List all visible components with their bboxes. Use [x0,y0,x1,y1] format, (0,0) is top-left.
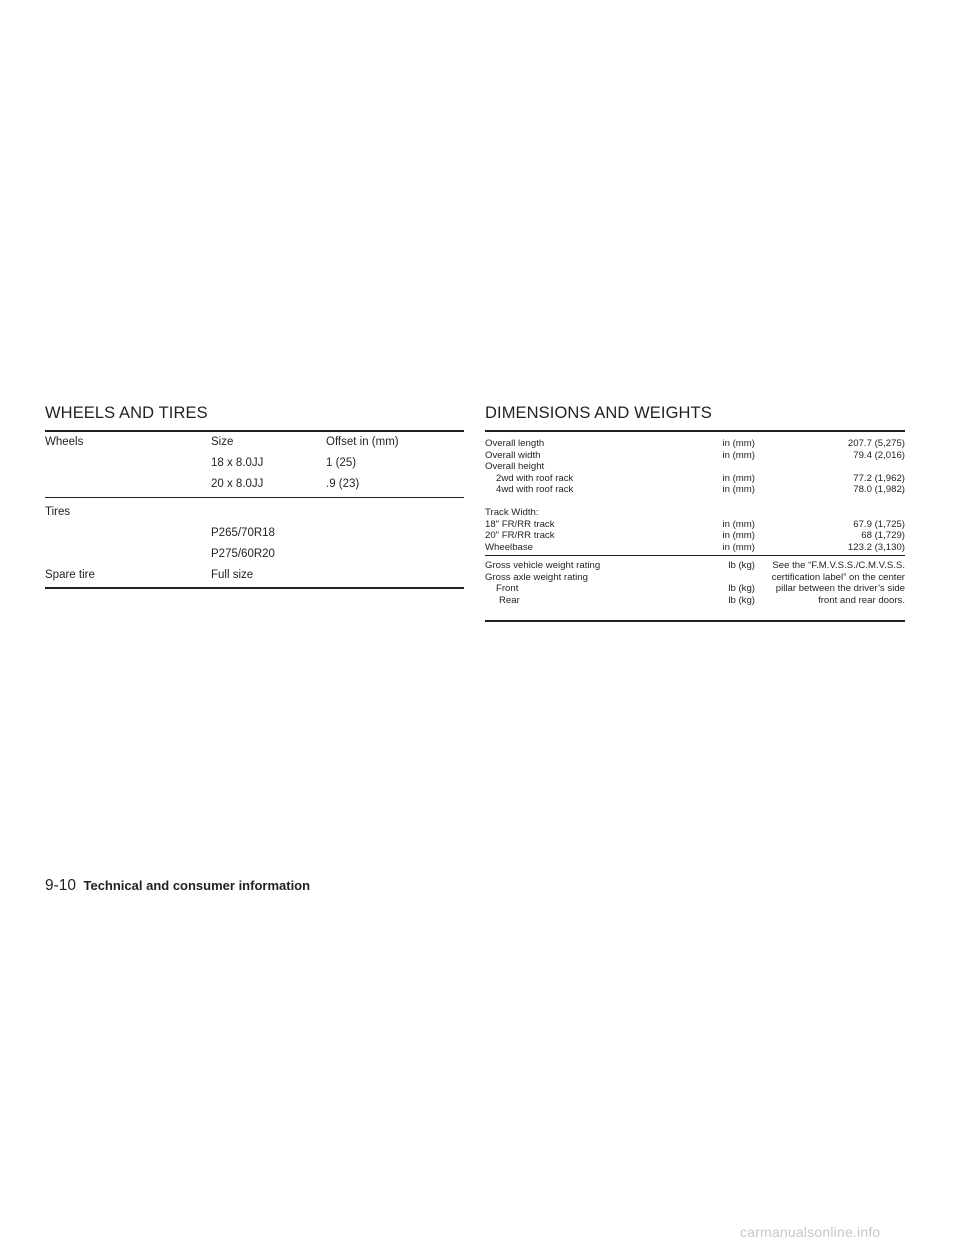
table-divider [45,497,464,498]
table-row [485,507,905,519]
wheels-tires-table [45,430,464,589]
front-unit: lb (kg) [728,583,755,594]
dimension-unit: in (mm) [722,438,755,449]
watermark: carmanualsonline.info [740,1224,881,1240]
dimension-label: Overall height [485,461,545,472]
tires-label: Tires [45,506,71,518]
page-number: 9-10 [45,877,77,894]
table-row [45,544,464,565]
dimension-value: 77.2 (1,962) [853,472,905,484]
table-row [485,484,905,496]
wheels-header: Wheels [45,436,84,448]
dimension-unit: in (mm) [722,449,755,461]
table-bottom-rule [45,587,464,589]
tire-size: P265/70R18 [211,527,275,539]
table-row [485,438,905,450]
dimension-label: 2wd with roof rack [496,472,574,484]
gvwr-label: Gross vehicle weight rating [485,560,601,571]
dimension-unit: in (mm) [722,541,755,553]
wheel-size: 20 x 8.0JJ [211,478,264,490]
dimension-label: 18" FR/RR track [485,518,555,530]
dimension-value: 79.4 (2,016) [853,449,905,461]
table-row [45,474,464,495]
dimension-label: 4wd with roof rack [496,484,574,495]
table-header-row [45,432,464,453]
dimension-unit: in (mm) [722,472,755,484]
dimension-label: 20" FR/RR track [485,530,555,541]
footer-title: Technical and consumer information [83,878,311,893]
table-row [485,473,905,485]
table-row [45,523,464,544]
size-header: Size [211,436,234,448]
dimension-unit: in (mm) [722,530,755,541]
dimension-label: Overall width [485,449,541,461]
tire-size: P275/60R20 [211,548,275,560]
table-bottom-rule [485,620,905,622]
dimension-value: 67.9 (1,725) [853,518,905,530]
wheel-offset: .9 (23) [326,478,360,490]
table-row [45,565,464,586]
weight-ratings-block [485,560,905,618]
dimension-value: 207.7 (5,275) [847,438,905,449]
rear-unit: lb (kg) [728,594,755,606]
spare-tire-label: Spare tire [45,569,95,581]
certification-label-note: See the “F.M.V.S.S./C.M.V.S.S. certification label” on the center pillar between the driver’s side front and rear doors. [771,560,905,606]
table-row [45,502,464,523]
spare-tire-value: Full size [211,569,254,581]
page-footer [45,877,310,895]
table-row [485,450,905,462]
dimension-value: 123.2 (3,130) [847,541,905,553]
table-row [485,542,905,554]
rear-label: Rear [499,594,520,606]
dimension-label: Overall length [485,438,545,449]
dimension-label: Track Width: [485,507,539,518]
gawr-label: Gross axle weight rating [485,571,588,583]
dimension-unit: in (mm) [722,484,755,495]
dimension-value: 78.0 (1,982) [853,484,905,495]
gvwr-unit: lb (kg) [728,560,755,571]
wheel-offset: 1 (25) [326,457,357,469]
front-label: Front [496,583,519,594]
dimensions-weights-title: DIMENSIONS AND WEIGHTS [485,404,712,422]
wheel-size: 18 x 8.0JJ [211,457,264,469]
dimensions-weights-table [485,430,905,622]
table-row [45,453,464,474]
table-row [485,530,905,542]
wheels-tires-title: WHEELS AND TIRES [45,404,208,422]
dimension-value: 68 (1,729) [861,530,905,541]
offset-header: Offset in (mm) [326,436,399,448]
dimension-unit: in (mm) [722,518,755,530]
table-row [485,519,905,531]
table-row [485,461,905,473]
dimension-label: Wheelbase [485,541,533,553]
